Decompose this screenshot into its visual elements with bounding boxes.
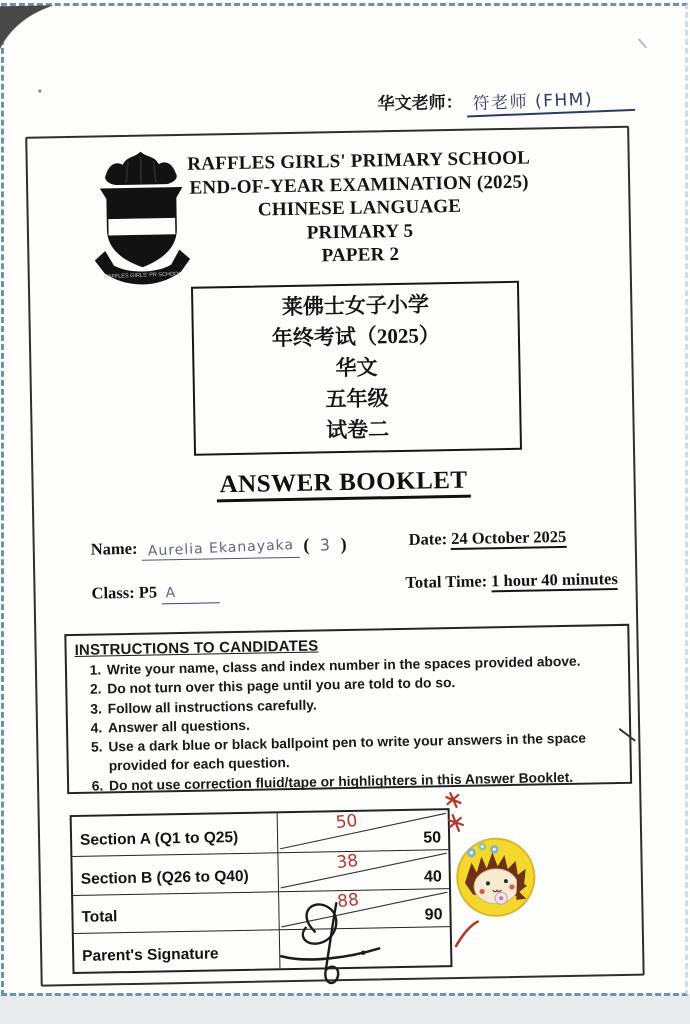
red-star-marks	[442, 791, 469, 837]
red-tick-mark	[454, 920, 481, 948]
score-handwritten: 50	[334, 810, 359, 834]
index-number-handwritten: 3	[319, 535, 332, 555]
cn-level: 五年级	[325, 386, 389, 412]
teacher-label: 华文老师：	[377, 92, 463, 114]
hedgehog-sticker	[454, 836, 537, 919]
class-field-row	[91, 581, 219, 605]
date-label: Date:	[408, 529, 448, 549]
score-row-label: Total	[73, 891, 280, 934]
cn-school-name: 莱佛士女子小学	[281, 292, 430, 320]
index-paren-open: (	[303, 534, 310, 555]
score-row-label: Section B (Q26 to Q40)	[72, 852, 279, 895]
score-max: 50	[423, 829, 442, 847]
school-name: RAFFLES GIRLS' PRIMARY SCHOOL	[187, 147, 531, 175]
time-label: Total Time:	[405, 571, 488, 592]
score-max: 40	[423, 867, 442, 886]
instructions-title: INSTRUCTIONS TO CANDIDATES	[74, 637, 319, 659]
instruction-item: 6. Do not use correction fluid/tape or highlighters in this Answer Booklet.	[107, 767, 630, 796]
name-label: Name:	[90, 538, 138, 559]
name-field-row	[91, 534, 347, 562]
class-label: Class: P5	[91, 582, 158, 603]
name-handwritten: Aurelia Ekanayaka	[147, 537, 294, 560]
instructions-list	[67, 651, 630, 796]
score-cell-section-b	[278, 849, 449, 891]
crest-banner-text: RAFFLES GIRLS' PR SCHOOL	[103, 271, 182, 281]
pencil-dot-mark	[38, 89, 41, 92]
score-handwritten: 38	[335, 850, 359, 873]
score-handwritten: 88	[336, 889, 360, 912]
index-paren-close: )	[340, 533, 347, 555]
teacher-line	[377, 85, 634, 118]
exam-header	[163, 146, 557, 271]
date-value: 24 October 2025	[450, 526, 567, 549]
score-row-label: Parent's Signature	[74, 930, 281, 973]
subject-name: CHINESE LANGUAGE	[257, 195, 462, 221]
instruction-item: 1. Write your name, class and index number in the spaces provided above.	[105, 651, 628, 680]
cn-subject: 华文	[335, 355, 378, 381]
instruction-item: 5. Use a dark blue or black ballpoint pen to write your answers in the space provided for each question.	[106, 728, 630, 776]
score-row-label: Section A (Q1 to Q25)	[72, 813, 279, 856]
page-curl-corner	[0, 5, 65, 66]
time-value: 1 hour 40 minutes	[490, 569, 619, 591]
cn-paper: 试卷二	[325, 417, 390, 443]
instructions-box	[64, 624, 632, 794]
chinese-title-box	[191, 281, 522, 456]
score-cell-section-a	[278, 810, 449, 852]
blue-pen-smudge	[638, 38, 647, 48]
class-handwritten: A	[164, 584, 177, 602]
cn-exam-name: 年终考试（2025）	[271, 323, 441, 351]
paper-number: PAPER 2	[321, 243, 400, 267]
level-name: PRIMARY 5	[306, 220, 414, 244]
instruction-item: 4. Answer all questions.	[106, 709, 629, 738]
instruction-item: 3. Follow all instructions carefully.	[106, 689, 629, 718]
time-field-row	[405, 569, 618, 593]
instruction-item: 2. Do not turn over this page until you are told to do so.	[105, 670, 628, 699]
teacher-name-handwritten: 符老师 (FHM)	[466, 83, 635, 118]
exam-name: END-OF-YEAR EXAMINATION (2025)	[189, 171, 529, 199]
date-field-row	[408, 527, 566, 550]
score-max: 90	[424, 906, 443, 924]
booklet-title: ANSWER BOOKLET	[93, 464, 593, 501]
parent-signature	[278, 892, 420, 1000]
